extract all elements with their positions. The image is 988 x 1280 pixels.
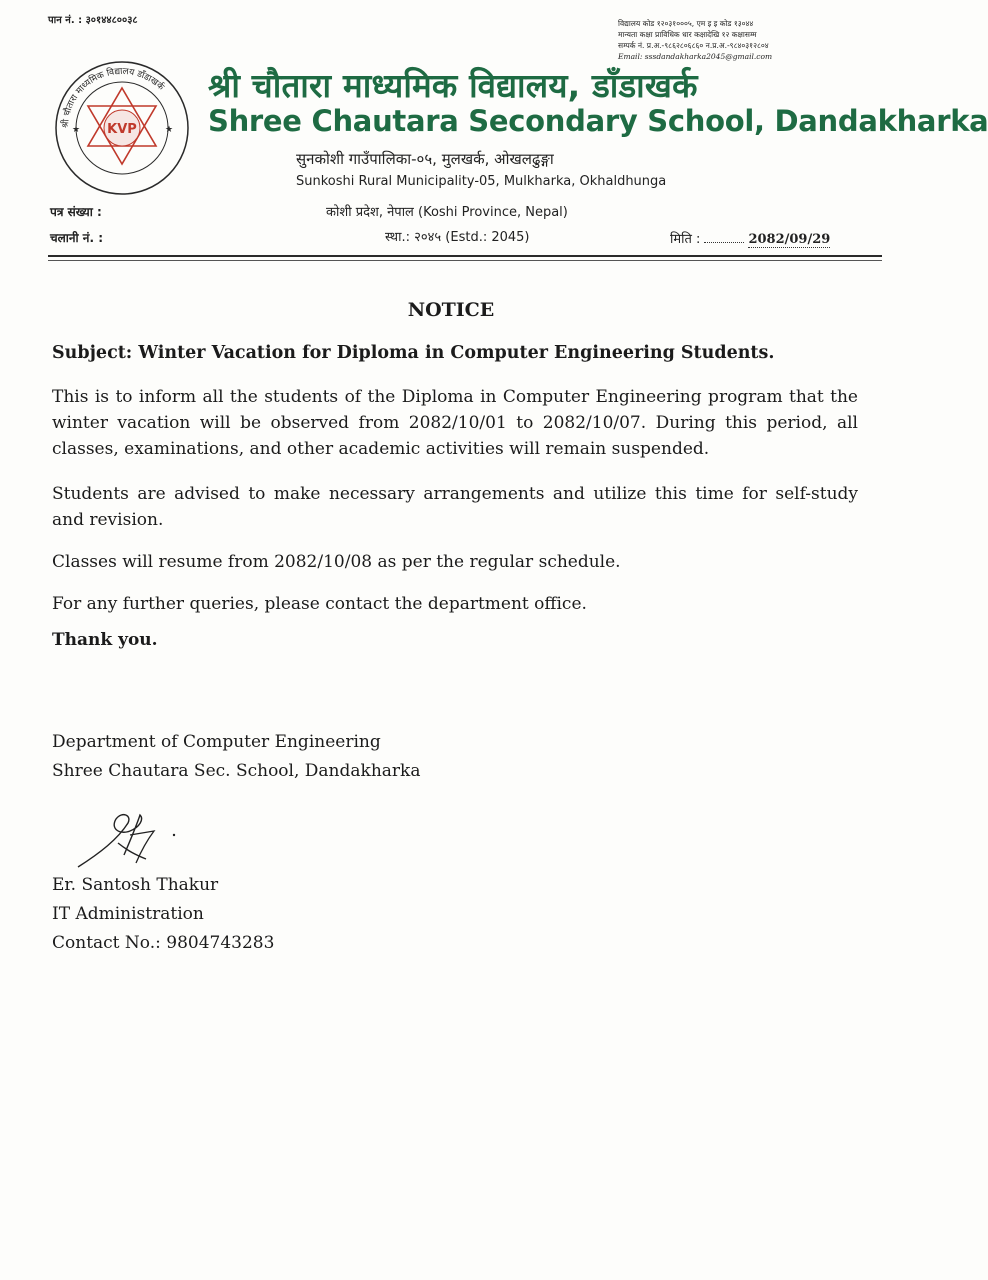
contact-line: सम्पर्क नं. प्र.अ.-९८६२८०६८६० न.प्र.अ.-९८४०३१२८०४	[618, 41, 769, 50]
notice-paragraph: This is to inform all the students of the Diploma in Computer Engineering program that the winter vacation will be observed from 2082/10/01 to 2082/10/07. During this period, all classes, examinations, and other academic activities will remain suspended.	[52, 387, 858, 459]
svg-text:श्री चौतारा माध्यमिक विद्यालय: श्री चौतारा माध्यमिक विद्यालय डाँडाखर्क	[60, 66, 166, 129]
issuing-department	[52, 728, 420, 786]
svg-text:KVP: KVP	[107, 122, 137, 137]
province-line: कोशी प्रदेश, नेपाल (Koshi Province, Nepal)	[326, 205, 568, 220]
school-codes-block	[618, 18, 888, 62]
address-english: Sunkoshi Rural Municipality-05, Mulkharka, Okhaldhunga	[296, 174, 667, 189]
department-name: Department of Computer Engineering	[52, 732, 381, 752]
date-field	[670, 229, 830, 247]
date-value: 2082/09/29	[748, 232, 831, 247]
letter-number-label: पत्र संख्या :	[50, 205, 102, 219]
signatory-role: IT Administration	[52, 904, 204, 924]
letterhead	[0, 0, 988, 270]
signatory-contact: Contact No.: 9804743283	[52, 933, 275, 953]
school-logo-seal	[52, 58, 192, 198]
svg-text:★: ★	[165, 125, 174, 135]
pan-number: पान नं. : ३०१४४८००३८	[48, 15, 138, 26]
address-nepali: सुनकोशी गाउँपालिका-०५, मुलखर्क, ओखलढुङ्गा	[296, 150, 554, 168]
school-name-nepali: श्री चौतारा माध्यमिक विद्यालय, डाँडाखर्क	[208, 66, 698, 105]
header-divider-thin	[48, 260, 882, 261]
signatory-name: Er. Santosh Thakur	[52, 875, 219, 895]
notice-paragraph: Classes will resume from 2082/10/08 as per the regular schedule.	[52, 552, 621, 572]
email-line: Email: sssdandakharka2045@gmail.com	[618, 52, 773, 61]
svg-text:★: ★	[72, 125, 81, 135]
date-label: मिति :	[670, 232, 701, 247]
school-code-line: विद्यालय कोड १२०३१०००५, एम इ इ कोड १३०४४	[618, 19, 754, 28]
signatory-block	[52, 871, 274, 958]
notice-paragraph: Students are advised to make necessary arrangements and utilize this time for self-study and revision.	[52, 484, 858, 530]
handwritten-signature	[70, 805, 190, 875]
date-dotted-line	[704, 242, 744, 243]
school-name-english: Shree Chautara Secondary School, Dandakharka	[208, 104, 988, 138]
established-year: स्था.: २०४५ (Estd.: 2045)	[385, 230, 530, 245]
notice-heading: NOTICE	[407, 299, 495, 321]
header-divider	[48, 255, 882, 257]
notice-paragraph: For any further queries, please contact the department office.	[52, 594, 587, 614]
affiliation-line: मान्यता कक्षा प्राविधिक धार कक्षादेखि १२ कक्षासम्म	[618, 30, 757, 39]
dispatch-number-label: चलानी नं. :	[50, 231, 104, 245]
notice-subject: Subject: Winter Vacation for Diploma in Computer Engineering Students.	[52, 343, 775, 363]
thank-you-line: Thank you.	[52, 630, 158, 650]
department-school: Shree Chautara Sec. School, Dandakharka	[52, 761, 421, 781]
